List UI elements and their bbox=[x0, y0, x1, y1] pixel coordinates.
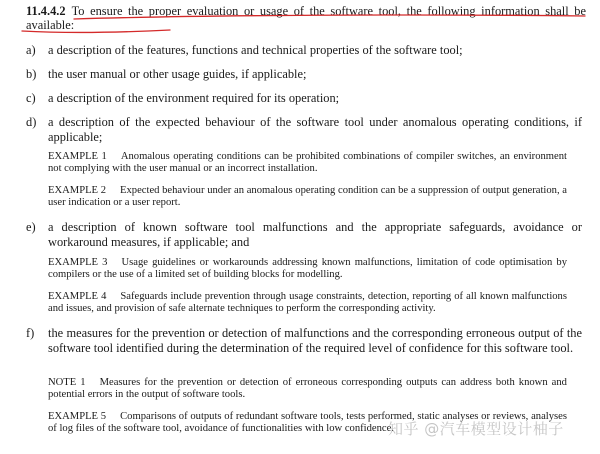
clause-heading bbox=[26, 4, 586, 32]
note-1 bbox=[48, 377, 567, 402]
example-3 bbox=[48, 257, 567, 282]
list-item-e bbox=[26, 220, 582, 249]
list-item-letter: a) bbox=[26, 43, 36, 57]
example-label: EXAMPLE 2 bbox=[48, 185, 107, 196]
example-text: Expected behaviour under an anomalous operating condition can be a suppression of output generation, a user indication or a user report. bbox=[48, 185, 567, 209]
list-item-b bbox=[26, 67, 582, 82]
example-label: EXAMPLE 4 bbox=[48, 291, 107, 302]
list-item-d bbox=[26, 115, 582, 144]
list-item-letter: d) bbox=[26, 115, 37, 129]
list-item-f bbox=[26, 326, 582, 355]
example-label: EXAMPLE 1 bbox=[48, 151, 107, 162]
list-item-text: a description of the features, functions and technical properties of the software tool; bbox=[48, 43, 463, 57]
example-text: Usage guidelines or workarounds addressing known malfunctions, limitation of code optimisation by compilers or the use of a limited set of building blocks for modelling. bbox=[48, 257, 567, 281]
list-item-text: the user manual or other usage guides, if applicable; bbox=[48, 67, 307, 81]
example-label: EXAMPLE 3 bbox=[48, 257, 108, 268]
clause-number: 11.4.4.2 bbox=[26, 4, 66, 18]
list-item-text: the measures for the prevention or detection of malfunctions and the corresponding erroneous output of the software tool identified during the determination of the required level of confidence for this software tool. bbox=[48, 326, 582, 355]
example-2 bbox=[48, 185, 567, 210]
list-item-letter: c) bbox=[26, 91, 36, 105]
list-item-letter: b) bbox=[26, 67, 37, 81]
list-item-letter: e) bbox=[26, 220, 36, 234]
list-item-c bbox=[26, 91, 582, 106]
list-item-text: a description of known software tool malfunctions and the appropriate safeguards, avoidance or workaround measures, if applicable; and bbox=[48, 220, 582, 249]
note-text: Measures for the prevention or detection of erroneous corresponding outputs can address both known and potential errors in the output of software tools. bbox=[48, 377, 567, 401]
example-1 bbox=[48, 151, 567, 176]
clause-heading-text: To ensure the proper evaluation or usage of the software tool, the following information shall be available: bbox=[26, 4, 586, 32]
example-text: Comparisons of outputs of redundant software tools, tests performed, static analyses or reviews, analyses of log files of the software tool, avoidance of functionalities with low confidence. bbox=[48, 411, 567, 435]
list-item-a bbox=[26, 43, 582, 58]
list-item-text: a description of the environment required for its operation; bbox=[48, 91, 340, 105]
example-4 bbox=[48, 291, 567, 316]
example-text: Anomalous operating conditions can be prohibited combinations of compiler switches, an environment not complying with the user manual or an incorrect installation. bbox=[48, 151, 567, 175]
list-item-text: a description of the expected behaviour of the software tool under anomalous operating conditions, if applicable; bbox=[48, 115, 582, 144]
watermark: 知乎 @汽车模型设计柚子 bbox=[388, 420, 564, 438]
list-item-letter: f) bbox=[26, 326, 35, 340]
note-label: NOTE 1 bbox=[48, 377, 86, 388]
example-text: Safeguards include prevention through usage constraints, detection, reporting of all known malfunctions and issues, and provision of safe alternate techniques to perform the corresponding activity. bbox=[48, 291, 567, 315]
example-label: EXAMPLE 5 bbox=[48, 411, 107, 422]
